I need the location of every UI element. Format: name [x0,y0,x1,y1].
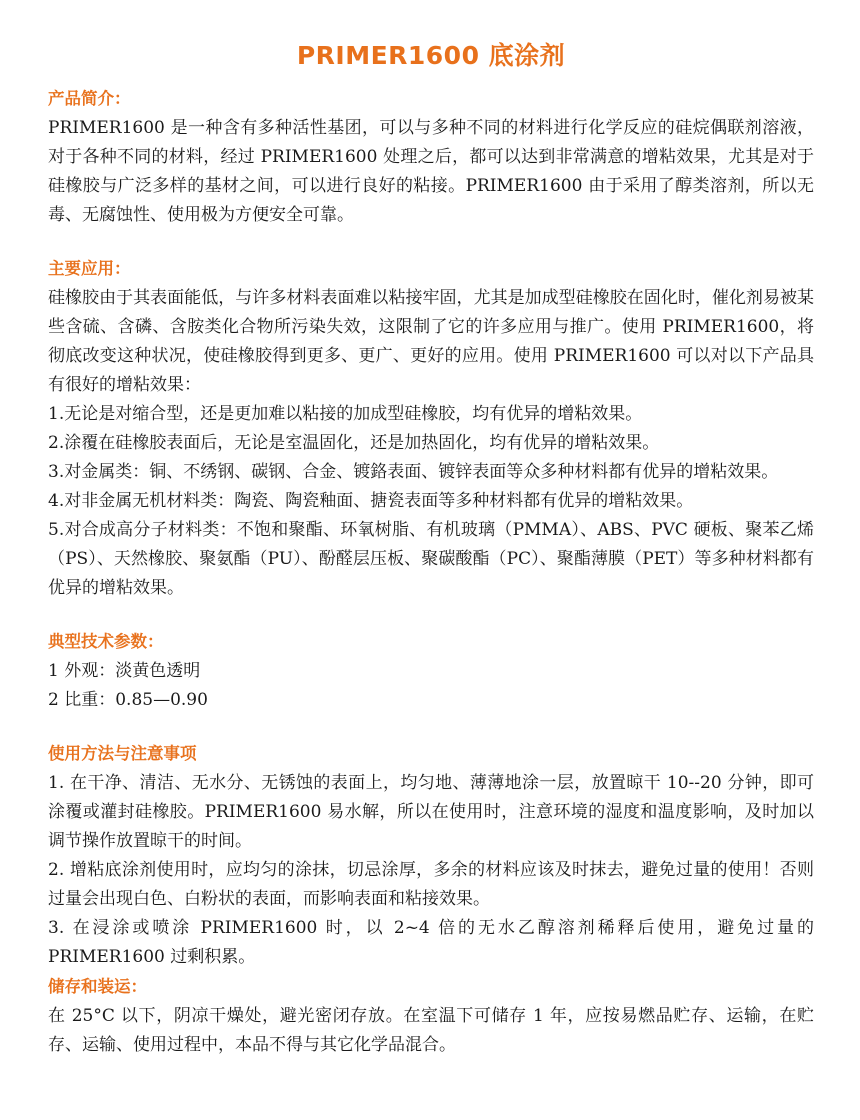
intro-paragraph: PRIMER1600 是一种含有多种活性基团，可以与多种不同的材料进行化学反应的硅烷偶联剂溶液，对于各种不同的材料，经过 PRIMER1600 处理之后，都可以达到非常满意的增粘效果，尤其是对于硅橡胶与广泛多样的基材之间，可以进行良好的粘接。PRIMER1600 由于采用了醇类溶剂，所以无毒、无腐蚀性、使用极为方便安全可靠。 [48,118,814,225]
storage-paragraph: 在 25°C 以下，阴凉干燥处，避光密闭存放。在室温下可储存 1 年，应按易燃品贮存、运输，在贮存、运输、使用过程中，本品不得与其它化学品混合。 [48,1006,814,1055]
applications-paragraph: 硅橡胶由于其表面能低，与许多材料表面难以粘接牢固，尤其是加成型硅橡胶在固化时，催化剂易被某些含硫、含磷、含胺类化合物所污染失效，这限制了它的许多应用与推广。使用 PRIMER1600，将彻底改变这种状况，使硅橡胶得到更多、更广、更好的应用。使用 PRIMER1600 可以对以下产品具有很好的增粘效果： [48,288,814,395]
usage-item: 3. 在浸涂或喷涂 PRIMER1600 时，以 2~4 倍的无水乙醇溶剂稀释后使用，避免过量的 PRIMER1600 过剩积累。 [48,918,814,967]
section-heading-applications: 主要应用： [48,259,131,278]
parameter-item: 2 比重：0.85—0.90 [48,690,208,710]
application-item: 5.对合成高分子材料类：不饱和聚酯、环氧树脂、有机玻璃（PMMA）、ABS、PVC 硬板、聚苯乙烯（PS）、天然橡胶、聚氨酯（PU）、酚醛层压板、聚碳酸酯（PC）、聚酯薄膜（PET）等多种材料都有优异的增粘效果。 [48,520,814,598]
usage-item: 2. 增粘底涂剂使用时，应均匀的涂抹，切忌涂厚，多余的材料应该及时抹去，避免过量的使用！否则过量会出现白色、白粉状的表面，而影响表面和粘接效果。 [48,860,814,909]
usage-item: 1. 在干净、清洁、无水分、无锈蚀的表面上，均匀地、薄薄地涂一层，放置晾干 10--20 分钟，即可涂覆或灌封硅橡胶。PRIMER1600 易水解，所以在使用时，注意环境的湿度和温度影响，及时加以调节操作放置晾干的时间。 [48,773,814,851]
section-heading-storage: 储存和装运： [48,977,147,996]
application-item: 4.对非金属无机材料类：陶瓷、陶瓷釉面、搪瓷表面等多种材料都有优异的增粘效果。 [48,491,694,511]
section-applications [48,254,814,603]
parameter-item: 1 外观：淡黄色透明 [48,661,201,681]
application-item: 2.涂覆在硅橡胶表面后，无论是室温固化，还是加热固化，均有优异的增粘效果。 [48,433,660,453]
section-parameters [48,627,814,715]
section-heading-intro: 产品简介： [48,89,131,108]
section-heading-usage: 使用方法与注意事项 [48,744,197,763]
document-page [48,38,814,1060]
document-title: PRIMER1600 底涂剂 [296,41,566,70]
section-heading-parameters: 典型技术参数： [48,632,164,651]
section-intro [48,84,814,230]
application-item: 3.对金属类：铜、不绣钢、碳钢、合金、镀鉻表面、镀锌表面等众多种材料都有优异的增粘效果。 [48,462,779,482]
section-usage [48,739,814,972]
section-storage [48,972,814,1060]
application-item: 1.无论是对缩合型，还是更加难以粘接的加成型硅橡胶，均有优异的增粘效果。 [48,404,643,424]
